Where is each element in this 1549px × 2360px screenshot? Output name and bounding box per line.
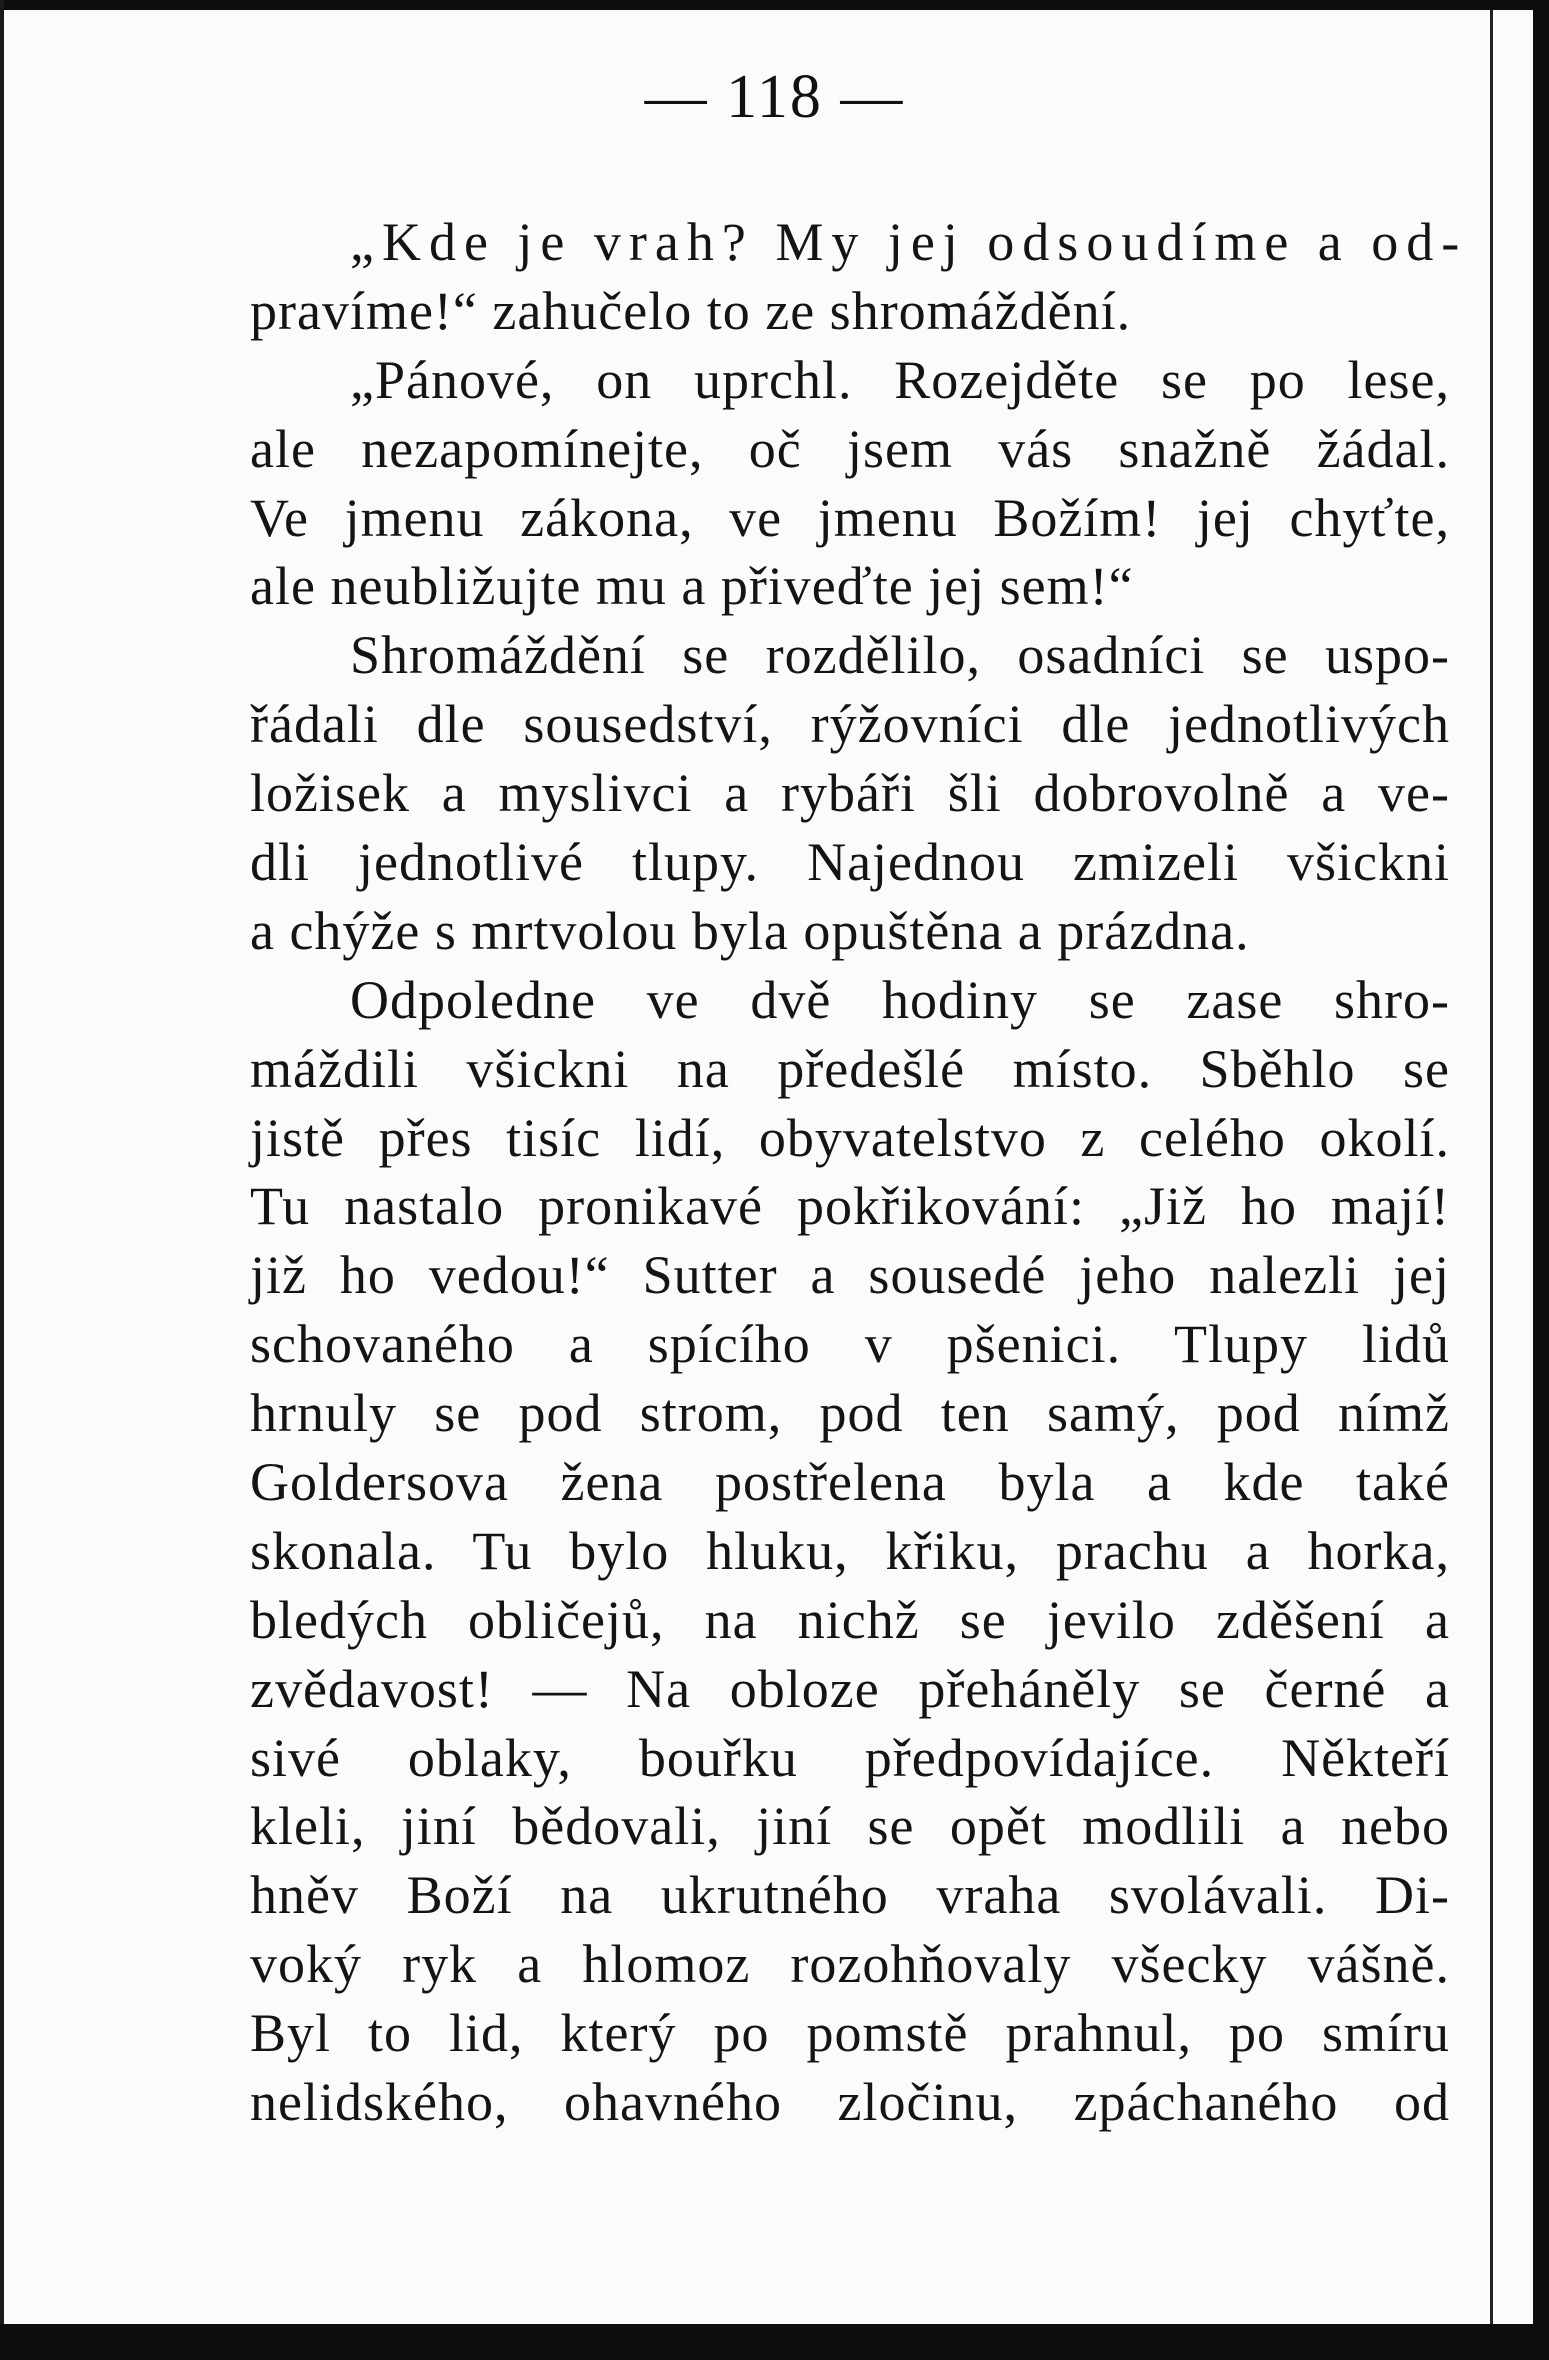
text-line: již ho vedou!“ Sutter a sousedé jeho nalezli jej: [250, 1245, 1450, 1306]
text-line: ložisek a myslivci a rybáři šli dobrovolně a ve-: [250, 763, 1450, 824]
text-line: bledých obličejů, na nichž se jevilo zděšení a: [250, 1589, 1450, 1650]
scan-border-top: [0, 0, 1549, 10]
text-line: skonala. Tu bylo hluku, křiku, prachu a horka,: [250, 1520, 1450, 1581]
text-line: Ve jmenu zákona, ve jmenu Božím! jej chyťte,: [250, 487, 1450, 548]
text-line: hrnuly se pod strom, pod ten samý, pod nímž: [250, 1383, 1450, 1444]
text-line: nelidského, ohavného zločinu, zpáchaného od: [250, 2072, 1450, 2133]
text-line: voký ryk a hlomoz rozohňovaly všecky vášně.: [250, 1934, 1450, 1995]
text-line: „Kde je vrah? My jej odsoudíme a od-: [350, 212, 1468, 272]
text-line: schovaného a spícího v pšenici. Tlupy lidů: [250, 1314, 1450, 1375]
text-line: Goldersova žena postřelena byla a kde také: [250, 1452, 1450, 1513]
text-line: Odpoledne ve dvě hodiny se zase shro-: [350, 969, 1450, 1030]
text-line: ale neubližujte mu a přiveďte jej sem!“: [250, 556, 1134, 617]
text-line: zvědavost! — Na obloze přeháněly se černé a: [250, 1658, 1450, 1719]
text-line: „Pánové, on uprchl. Rozejděte se po lese,: [350, 349, 1450, 410]
text-line: jistě přes tisíc lidí, obyvatelstvo z celého okolí.: [250, 1107, 1450, 1168]
scan-border-left: [0, 0, 4, 2360]
text-line: a chýže s mrtvolou byla opuštěna a prázdna.: [250, 900, 1250, 961]
page-edge-rule: [1490, 10, 1493, 2324]
text-line: kleli, jiní bědovali, jiní se opět modlili a nebo: [250, 1796, 1450, 1857]
text-line: máždili všickni na předešlé místo. Sběhlo se: [250, 1038, 1450, 1099]
text-line: Shromáždění se rozdělilo, osadníci se uspo-: [350, 625, 1450, 686]
text-line: dli jednotlivé tlupy. Najednou zmizeli všickni: [250, 832, 1450, 893]
body-text: [250, 208, 1468, 2137]
scan-border-right: [1533, 0, 1549, 2360]
text-line: sivé oblaky, bouřku předpovídajíce. Někteří: [250, 1727, 1450, 1788]
page-number: — 118 —: [644, 63, 905, 131]
text-line: pravíme!“ zahučelo to ze shromáždění.: [250, 280, 1132, 341]
text-line: řádali dle sousedství, rýžovníci dle jednotlivých: [250, 694, 1450, 755]
scan-border-bottom: [0, 2324, 1549, 2360]
text-line: hněv Boží na ukrutného vraha svolávali. Di-: [250, 1865, 1450, 1926]
text-line: Tu nastalo pronikavé pokřikování: „Již ho mají!: [250, 1176, 1450, 1237]
text-line: Byl to lid, který po pomstě prahnul, po smíru: [250, 2003, 1450, 2064]
text-line: ale nezapomínejte, oč jsem vás snažně žádal.: [250, 418, 1450, 479]
